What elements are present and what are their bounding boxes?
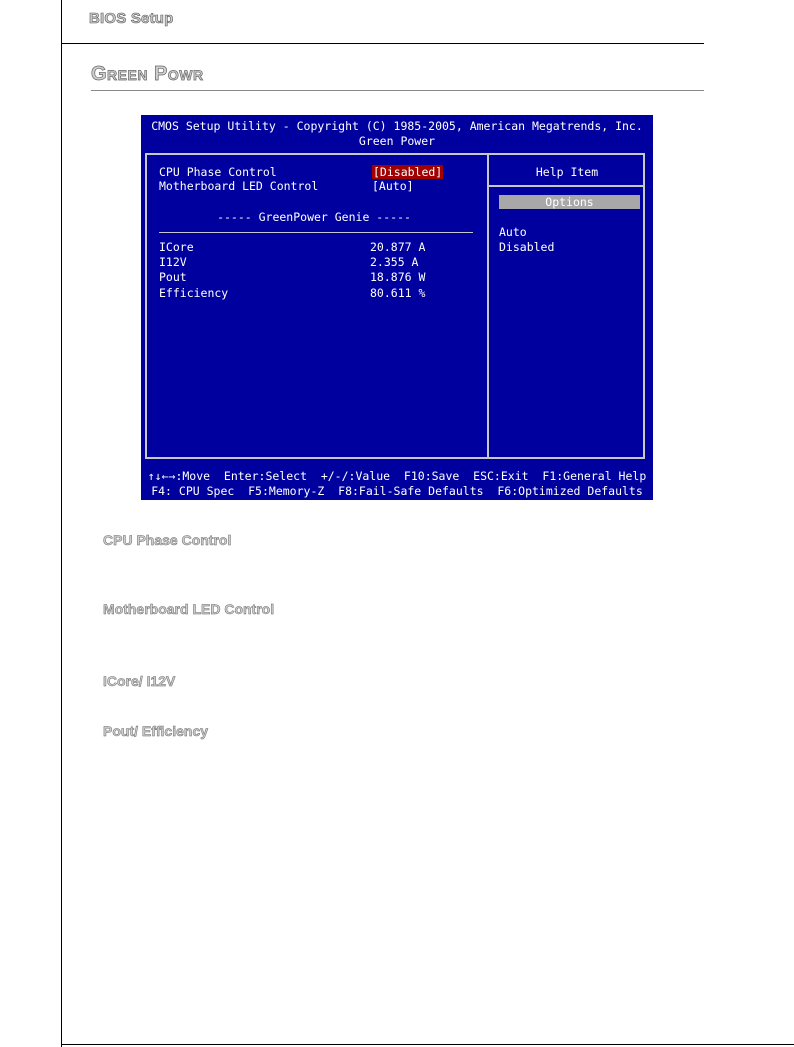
reading-label-pout: Pout [159, 270, 187, 284]
reading-label-icore: ICore [159, 240, 194, 254]
desc-cpu-phase-control: CPU Phase Control [103, 532, 232, 548]
setting-value-cpu-phase[interactable] [372, 165, 443, 180]
footer-rule [61, 1044, 794, 1045]
desc-icore-i12v: ICore/ I12V [103, 673, 176, 689]
page-left-rule [61, 0, 62, 1047]
bios-key-help-line2: F4: CPU Spec F5:Memory-Z F8:Fail-Safe Defaults F6:Optimized Defaults [151, 484, 643, 498]
reading-value-efficiency: 80.611 % [370, 286, 426, 300]
reading-value-pout: 18.876 W [370, 270, 426, 284]
header-rule [61, 43, 704, 44]
genie-rule [159, 232, 473, 233]
setting-value-cpu-phase-text[interactable]: [Disabled] [373, 165, 443, 179]
help-options-label: Options [499, 195, 640, 209]
reading-value-icore: 20.877 A [370, 240, 426, 254]
reading-value-i12v: 2.355 A [370, 255, 419, 269]
setting-label-led-control: Motherboard LED Control [159, 179, 319, 193]
help-option-auto: Auto [499, 225, 527, 239]
bios-title: CMOS Setup Utility - Copyright (C) 1985-2005, American Megatrends, Inc. [151, 119, 643, 133]
help-divider [489, 185, 645, 187]
bios-frame-divider [487, 153, 489, 459]
genie-heading: ----- GreenPower Genie ----- [217, 210, 411, 224]
reading-label-efficiency: Efficiency [159, 286, 229, 300]
section-rule [91, 90, 704, 91]
reading-label-i12v: I12V [159, 255, 187, 269]
help-option-disabled: Disabled [499, 240, 555, 254]
setting-value-led-control[interactable]: [Auto] [372, 179, 414, 193]
bios-subtitle: Green Power [358, 134, 436, 148]
bios-key-help-line1: ↑↓←→:Move Enter:Select +/-/:Value F10:Save ESC:Exit F1:General Help [147, 469, 647, 483]
setting-label-cpu-phase: CPU Phase Control [159, 165, 277, 179]
bios-screen [141, 115, 653, 500]
help-title: Help Item [535, 165, 599, 179]
section-title: Green Powr [91, 63, 204, 85]
desc-pout-efficiency: Pout/ Efficiency [103, 723, 209, 739]
page-header: BIOS Setup [89, 10, 174, 27]
desc-motherboard-led-control: Motherboard LED Control [103, 601, 275, 617]
